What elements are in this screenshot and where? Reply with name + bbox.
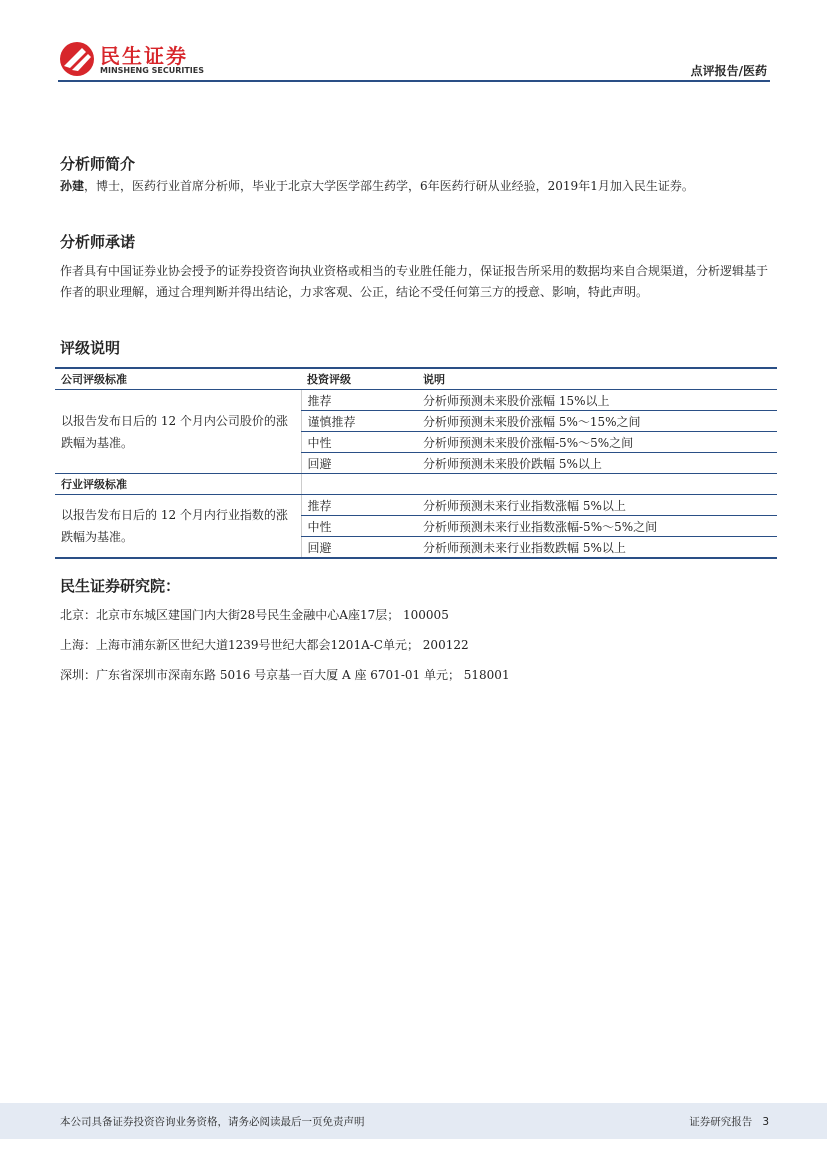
logo-en-text: MINSHENG SECURITIES [100, 66, 204, 75]
institute-title: 民生证券研究院： [60, 577, 181, 595]
desc-cell: 分析师预测未来行业指数涨幅 5%以上 [417, 495, 777, 516]
header-divider [58, 80, 770, 82]
footer-disclaimer: 本公司具备证券投资咨询业务资格，请务必阅读最后一页免责声明 [60, 1116, 365, 1128]
rating-cell: 中性 [301, 516, 417, 537]
desc-cell: 分析师预测未来股价跌幅 5%以上 [417, 453, 777, 474]
header-description: 说明 [417, 368, 777, 390]
analyst-pledge-title: 分析师承诺 [60, 233, 136, 251]
company-basis: 以报告发布日后的 12 个月内公司股价的涨跌幅为基准。 [61, 413, 288, 450]
address-shanghai: 上海：上海市浦东新区世纪大道1239号世纪大都会1201A-C单元； 200122 [60, 638, 469, 652]
address-beijing: 北京：北京市东城区建国门内大街28号民生金融中心A座17层； 100005 [60, 608, 449, 622]
rating-title: 评级说明 [60, 339, 121, 357]
table-row [55, 390, 777, 411]
analyst-intro-title: 分析师简介 [60, 155, 136, 173]
analyst-bio [60, 176, 772, 197]
industry-section-row [55, 474, 777, 495]
company-logo [58, 40, 208, 80]
report-category: 点评报告/医药 [690, 64, 767, 78]
rating-cell: 推荐 [301, 390, 417, 411]
desc-cell: 分析师预测未来股价涨幅 15%以上 [417, 390, 777, 411]
page-number: 3 [762, 1116, 769, 1128]
industry-basis: 以报告发布日后的 12 个月内行业指数的涨跌幅为基准。 [55, 495, 301, 559]
rating-cell: 中性 [301, 432, 417, 453]
desc-cell: 分析师预测未来股价涨幅-5%～5%之间 [417, 432, 777, 453]
desc-cell: 分析师预测未来行业指数涨幅-5%～5%之间 [417, 516, 777, 537]
rating-cell: 推荐 [301, 495, 417, 516]
header-company-standard: 公司评级标准 [55, 368, 301, 390]
desc-cell: 分析师预测未来行业指数跌幅 5%以上 [417, 537, 777, 559]
desc-cell: 分析师预测未来股价涨幅 5%～15%之间 [417, 411, 777, 432]
rating-cell: 回避 [301, 537, 417, 559]
footer-report-type: 证券研究报告 [689, 1116, 753, 1128]
analyst-name: 孙建 [60, 179, 85, 193]
address-shenzhen: 深圳：广东省深圳市深南东路 5016 号京基一百大厦 A 座 6701-01 单元； 518001 [60, 668, 510, 682]
header-investment-rating: 投资评级 [301, 368, 417, 390]
analyst-pledge-text: 作者具有中国证券业协会授予的证券投资咨询执业资格或相当的专业胜任能力，保证报告所采用的数据均来自合规渠道，分析逻辑基于作者的职业理解，通过合理判断并得出结论，力求客观、公正，结论不受任何第三方的授意、影响，特此声明。 [60, 264, 769, 299]
rating-table-header [55, 368, 777, 390]
footer-right [689, 1114, 769, 1129]
logo-cn-text: 民生证券 [100, 44, 188, 68]
industry-standard-title: 行业评级标准 [55, 474, 301, 495]
table-row [55, 495, 777, 516]
rating-table [55, 367, 777, 559]
rating-cell: 回避 [301, 453, 417, 474]
rating-cell: 谨慎推荐 [301, 411, 417, 432]
analyst-bio-text: ，博士，医药行业首席分析师，毕业于北京大学医学部生药学，6年医药行研从业经验，2019年1月加入民生证券。 [84, 179, 694, 193]
